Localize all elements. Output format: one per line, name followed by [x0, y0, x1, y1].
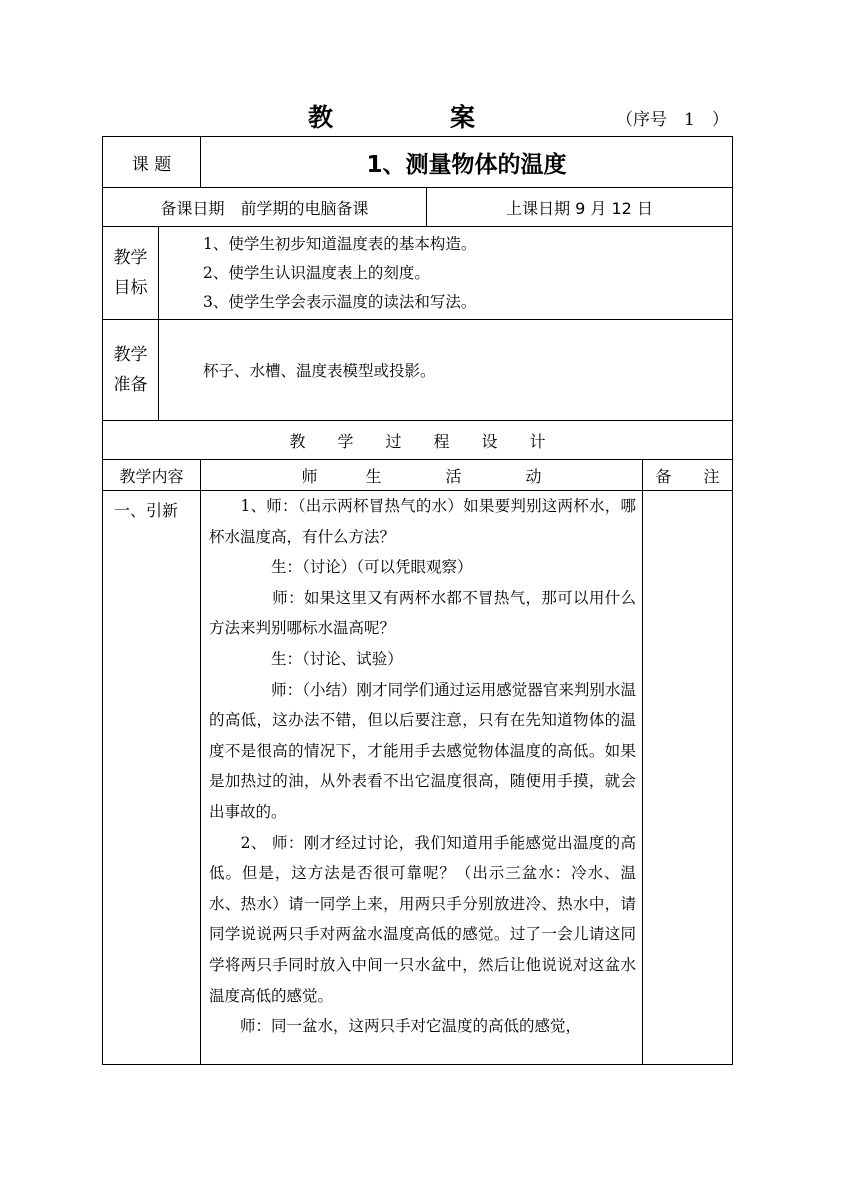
activity-paragraph: 师：同一盆水，这两只手对它温度的高低的感觉， [209, 1017, 582, 1036]
preparation-label-line-2: 准备 [113, 375, 148, 395]
serial-number: （序号 1 ） [616, 110, 729, 130]
section-label: 一、引新 [103, 491, 201, 1065]
goals-label-line-2: 目标 [113, 278, 148, 298]
goals-label-line-1: 教学 [113, 248, 148, 268]
process-heading-row [103, 421, 733, 460]
topic-row [103, 137, 733, 188]
date-row [103, 188, 733, 227]
activity-paragraph: 生：（讨论）（可以凭眼观察） [209, 558, 473, 577]
activity-paragraph: 师：（小结）刚才同学们通过运用感觉器官来判别水温的高低，这办法不错，但以后要注意，只有在先知道物体的温度不是很高的情况下，才能用手去感觉物体温度的高低。如果是加热过的油，从外表看不出它温度很高，随便用手摸，就会出事故的。 [209, 680, 636, 821]
col-header-notes: 备 注 [643, 460, 733, 491]
preparation-text: 杯子、水槽、温度表模型或投影。 [159, 320, 733, 421]
preparation-label [103, 320, 159, 421]
topic-label: 课 题 [103, 137, 201, 188]
document-title-char-2: 案 [450, 103, 476, 132]
notes-cell [643, 491, 733, 1065]
document-title-char-1: 教 [308, 103, 334, 132]
lesson-plan-table [102, 136, 733, 1065]
col-header-content: 教学内容 [103, 460, 201, 491]
goals-label [103, 227, 159, 320]
activity-paragraph: 生：（讨论、试验） [209, 649, 403, 668]
goals-list [159, 227, 733, 320]
goal-item: 2、使学生认识温度表上的刻度。 [203, 263, 430, 282]
goals-row [103, 227, 733, 320]
class-date: 上课日期 9 月 12 日 [427, 188, 733, 227]
goal-item: 3、使学生学会表示温度的读法和写法。 [203, 292, 477, 311]
preparation-label-line-1: 教学 [113, 345, 148, 365]
document-header [100, 96, 740, 136]
lesson-row [103, 491, 733, 1065]
activity-paragraph: 2、 师：刚才经过讨论，我们知道用手能感觉出温度的高低。但是，这方法是否很可靠呢？（出示三盆水：冷水、温水、热水）请一同学上来，用两只手分别放进冷、热水中，请同学说说两只手对两盆水温度高低的感觉。过了一会儿请这同学将两只手同时放入中间一只水盆中，然后让他说说对这盆水温度高低的感觉。 [209, 833, 636, 1005]
activity-body [201, 491, 643, 1065]
prep-date: 备课日期 前学期的电脑备课 [103, 188, 427, 227]
process-heading: 教 学 过 程 设 计 [103, 421, 733, 460]
col-header-activity: 师 生 活 动 [201, 460, 643, 491]
column-header-row [103, 460, 733, 491]
activity-paragraph: 1、师：（出示两杯冒热气的水）如果要判别这两杯水，哪杯水温度高，有什么方法？ [209, 497, 636, 546]
activity-paragraph: 师：如果这里又有两杯水都不冒热气，那可以用什么方法来判别哪标水温高呢？ [209, 588, 636, 638]
goal-item: 1、使学生初步知道温度表的基本构造。 [203, 234, 477, 253]
preparation-row [103, 320, 733, 421]
topic-title: 1、测量物体的温度 [201, 137, 733, 188]
